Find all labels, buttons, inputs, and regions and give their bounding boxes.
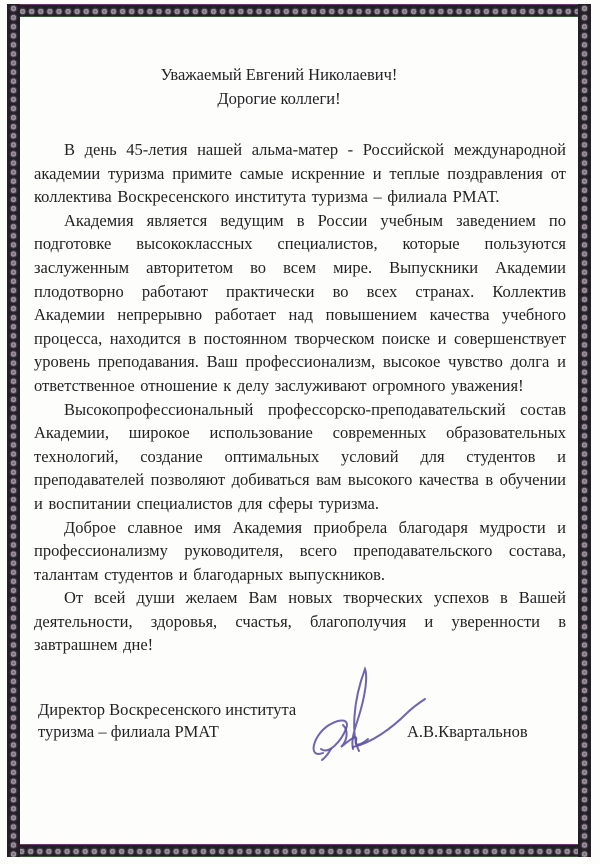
signature-block — [38, 699, 562, 809]
signatory-name: А.В.Квартальнов — [407, 722, 528, 741]
decorative-border-top — [9, 4, 591, 17]
handwritten-signature — [301, 661, 429, 761]
salutation-line-2: Дорогие коллеги! — [217, 89, 341, 108]
signatory-title — [38, 699, 296, 743]
paragraph-5: От всей души желаем Вам новых творческих успехов в Вашей деятельности, здоровья, счастья, благополучия и уверенности в завтрашнем дне! — [34, 588, 566, 655]
salutation — [34, 63, 524, 111]
decorative-border-left — [7, 4, 20, 857]
salutation-line-1: Уважаемый Евгений Николаевич! — [160, 65, 398, 84]
signatory-title-line-1: Директор Воскресенского института — [38, 700, 297, 719]
paragraph-1: В день 45-летия нашей альма-матер - Российской международной академии туризма примите самые искренние и теплые поздравления от коллектива Воскресенского института туризма – филиала РМАТ. — [34, 140, 566, 207]
paragraph-4: Доброе славное имя Академия приобрела благодаря мудрости и профессионализму руководителя, всего преподавательского состава, талантам студентов и благодарных выпускников. — [34, 517, 566, 584]
paragraph-3: Высокопрофессиональный профессорско-преподавательский состав Академии, широкое использование современных образовательных технологий, создание оптимальных условий для студентов и преподавателей позволяют добиваться вам высокого качества в обучении и воспитании специалистов для сферы туризма. — [34, 399, 566, 513]
decorative-border-right — [578, 4, 591, 857]
paragraph-2: Академия является ведущим в России учебным заведением по подготовке высококлассных специалистов, которые пользуются заслуженным авторитетом во всем мире. Выпускники Академии плодотворно работают практически во всех странах. Коллектив Академии непрерывно работает над повышением качества учебного процесса, находится в постоянном творческом поиске и совершенствует уровень преподавания. Ваш профессионализм, высокое чувство долга и ответственное отношение к делу заслуживают огромного уважения! — [34, 210, 566, 395]
letter-body — [34, 63, 566, 657]
decorative-border-bottom — [8, 844, 590, 857]
signatory-title-line-2: туризма – филиала РМАТ — [38, 722, 219, 741]
